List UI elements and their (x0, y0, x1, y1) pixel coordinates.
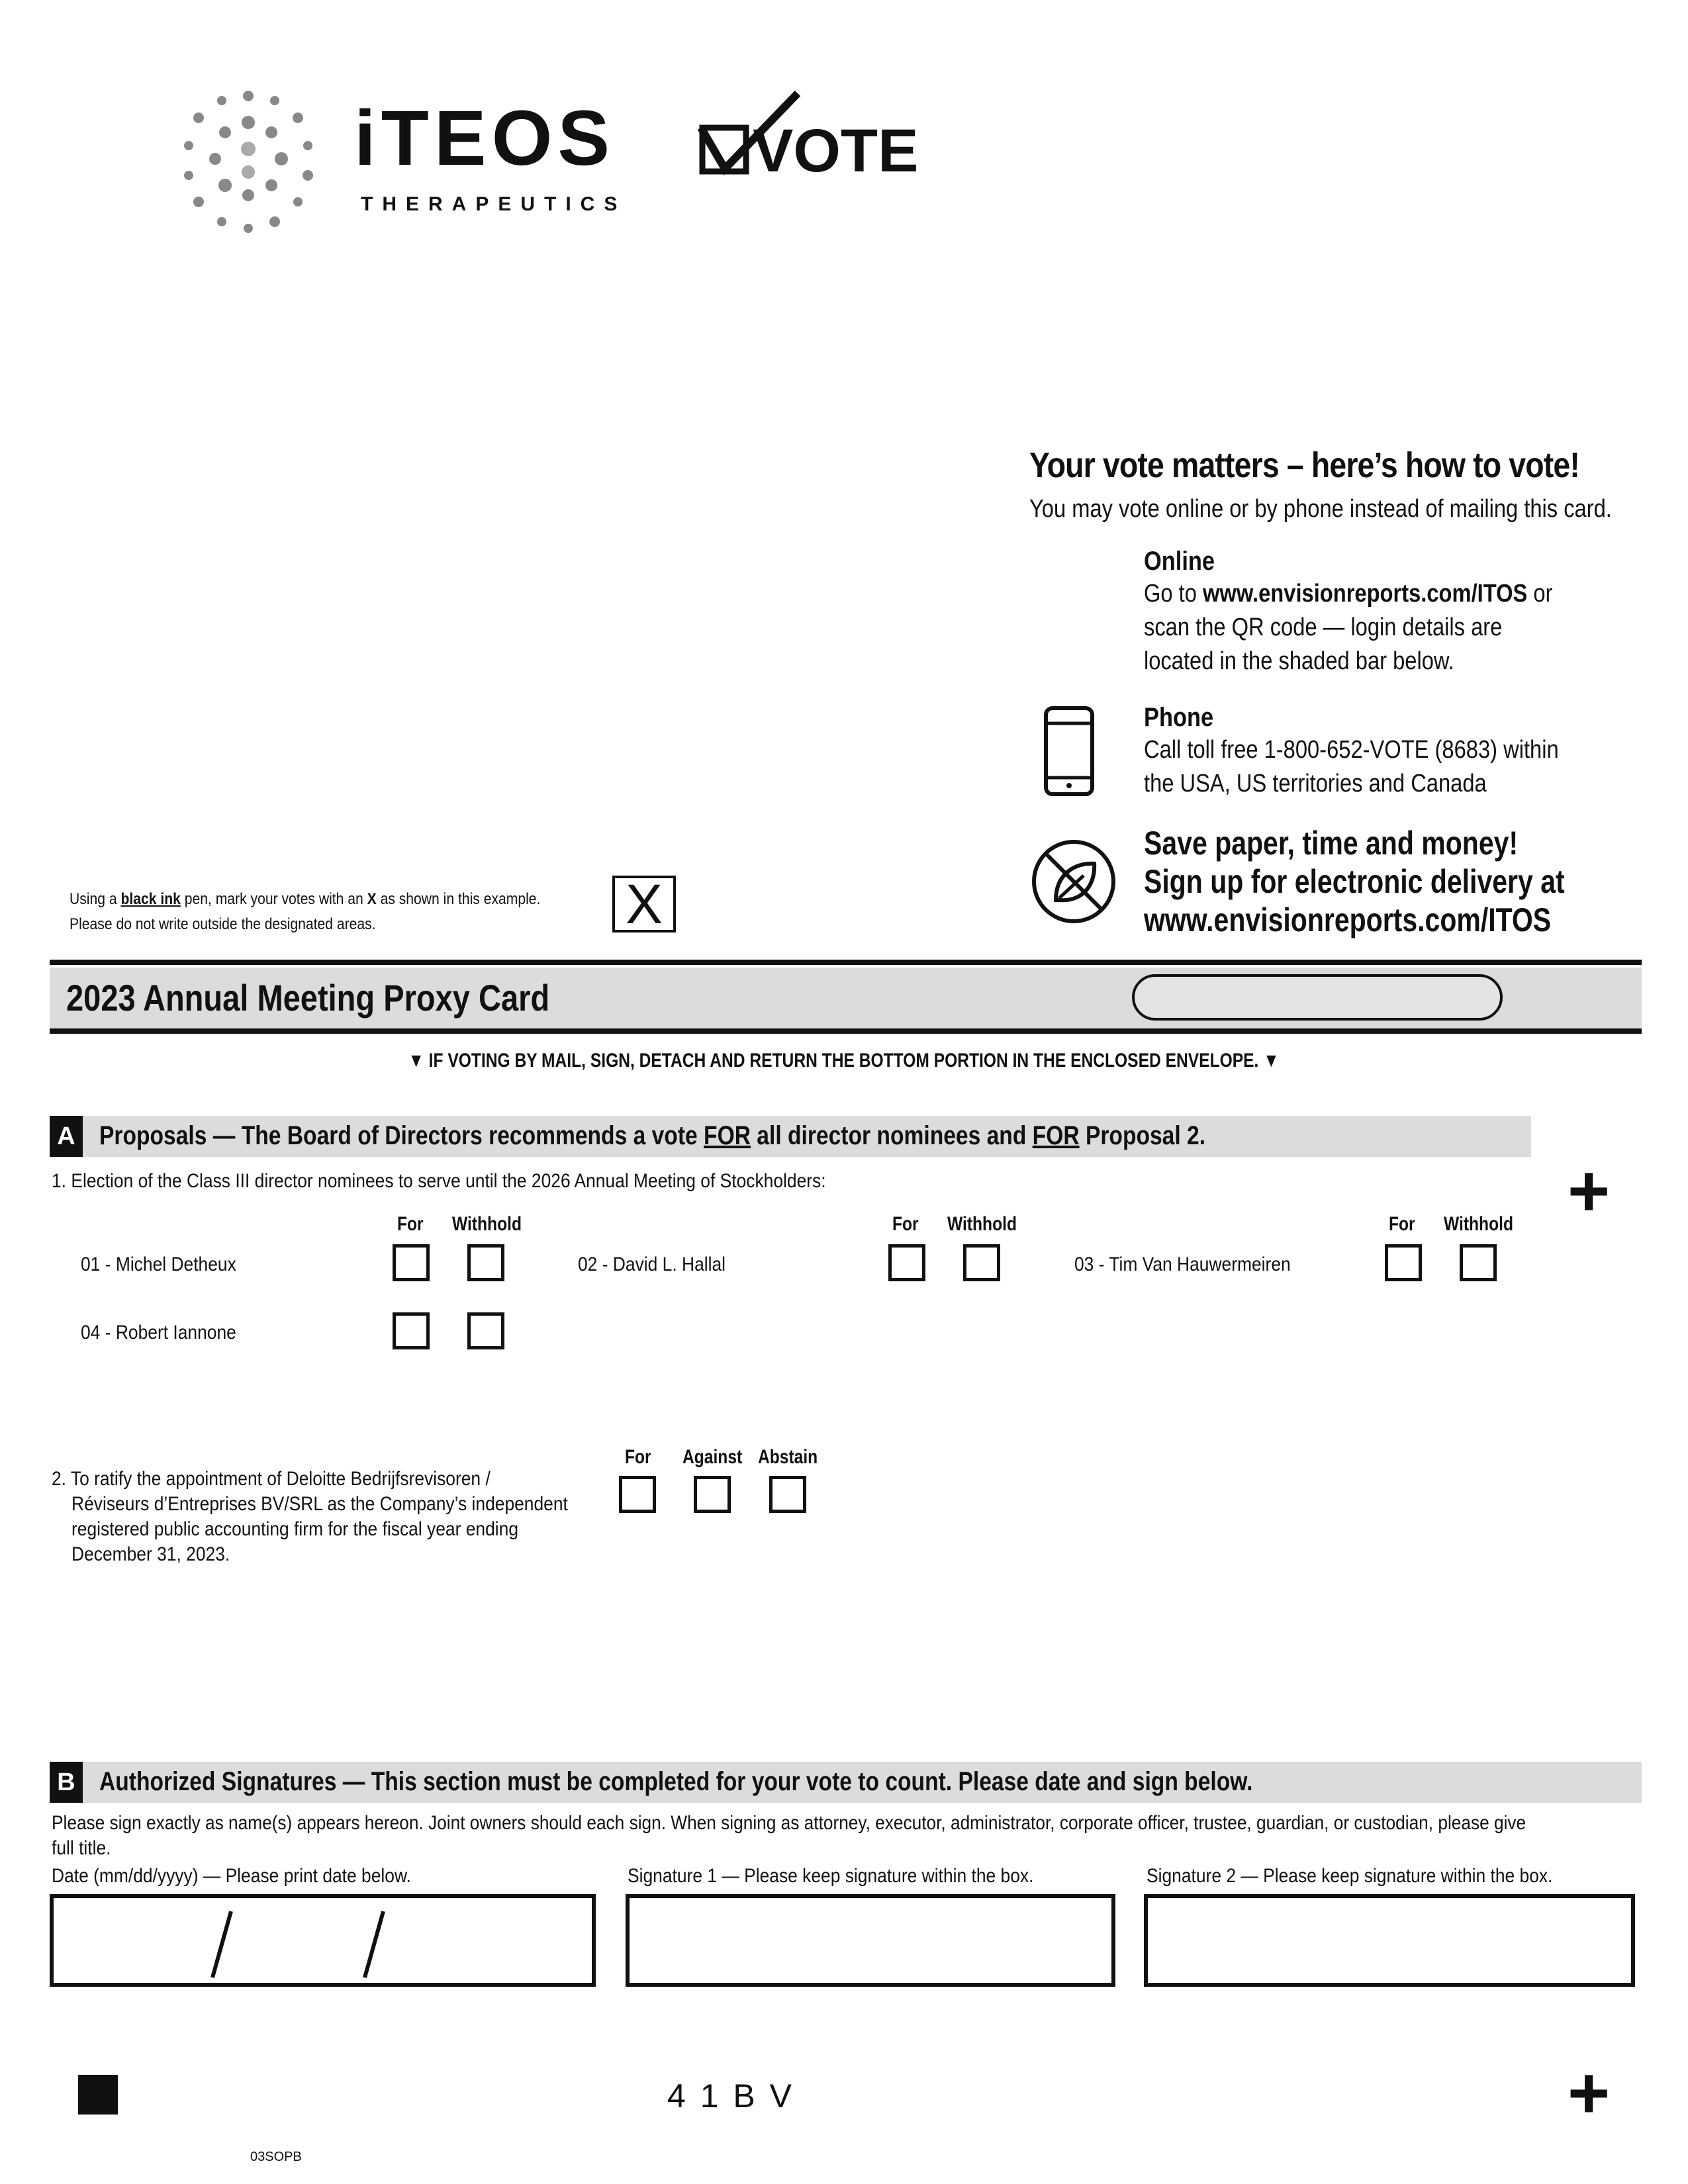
marking-instructions-line2: Please do not write outside the designated areas. (70, 915, 376, 933)
section-a-title (99, 1121, 1205, 1151)
save-paper-url-link[interactable]: www.envisionreports.com/ITOS (1144, 901, 1552, 938)
marking-instructions (70, 887, 540, 937)
proposal-2-line3: registered public accounting firm for the fiscal year ending (71, 1518, 519, 1540)
vote-matters-headline: Your vote matters – here’s how to vote! (1029, 445, 1579, 485)
plus-registration-mark-top: + (1568, 1150, 1611, 1232)
proxy-header-bottom-rule (50, 1028, 1642, 1034)
iteos-logo-dots-icon (165, 86, 331, 238)
section-b-title: Authorized Signatures — This section must be completed for your vote to count. Please date and sign below. (99, 1767, 1253, 1796)
nominee-02-for-checkbox[interactable] (888, 1244, 925, 1281)
iteos-logo-wordmark: iTEOS (354, 95, 616, 182)
signature-1-box[interactable] (626, 1894, 1115, 1987)
vote-checkmark-logo-icon (698, 89, 919, 195)
instr-text-a: Using a (70, 890, 121, 908)
login-details-field (1132, 974, 1503, 1021)
nominee-04-withhold-checkbox[interactable] (467, 1312, 504, 1349)
nominee-col-for-3: For (1389, 1213, 1415, 1235)
signature-1-label: Signature 1 — Please keep signature within the box. (628, 1865, 1034, 1887)
vote-matters-subline: You may vote online or by phone instead of mailing this card. (1029, 495, 1612, 523)
section-b-instructions-line1: Please sign exactly as name(s) appears hereon. Joint owners should each sign. When signing as attorney, executor, administrator, corporate officer, trustee, guardian, or custodian, please give (52, 1812, 1526, 1834)
nominee-col-withhold-2: Withhold (947, 1213, 1017, 1235)
instr-text-c: as shown in this example. (376, 890, 541, 908)
date-separator-slashes (54, 1898, 592, 1983)
mail-instructions (0, 1050, 1688, 1072)
nominee-label: 01 - Michel Detheux (81, 1253, 236, 1275)
date-input-box[interactable] (50, 1894, 596, 1987)
nominee-col-withhold-1: Withhold (452, 1213, 522, 1235)
proposal-2-col-for: For (625, 1446, 651, 1468)
proposal-2-line1: 2. To ratify the appointment of Deloitte Bedrijfsrevisoren / (52, 1468, 491, 1490)
online-url-link[interactable]: www.envisionreports.com/ITOS (1203, 580, 1528, 608)
proposal-2-col-against: Against (682, 1446, 743, 1468)
signature-2-box[interactable] (1144, 1894, 1635, 1987)
phone-icon (1043, 705, 1096, 797)
proposal-2-line2: Réviseurs d’Entreprises BV/SRL as the Company’s independent (71, 1493, 568, 1515)
phone-line1: Call toll free 1-800-652-VOTE (8683) within (1144, 736, 1559, 764)
save-paper-line2: Sign up for electronic delivery at (1144, 863, 1565, 900)
online-line1 (1144, 577, 1552, 611)
nominee-02-withhold-checkbox[interactable] (963, 1244, 1000, 1281)
proposal-2-col-abstain: Abstain (758, 1446, 818, 1468)
nominee-col-for-1: For (397, 1213, 424, 1235)
section-b-letter: B (50, 1762, 83, 1803)
online-title: Online (1144, 547, 1215, 576)
section-a-title-part3: Proposal 2. (1079, 1121, 1206, 1150)
online-line2: scan the QR code — login details are (1144, 614, 1503, 641)
proposal-2-abstain-checkbox[interactable] (769, 1476, 806, 1513)
phone-title: Phone (1144, 703, 1214, 732)
signature-2-label: Signature 2 — Please keep signature within the box. (1147, 1865, 1553, 1887)
iteos-logo-subtitle: THERAPEUTICS (361, 193, 627, 215)
section-a-title-part1: Proposals — The Board of Directors recommends a vote (99, 1121, 704, 1150)
nominee-col-for-2: For (892, 1213, 919, 1235)
proposal-1-text: 1. Election of the Class III director nominees to serve until the 2026 Annual Meeting of Stockholders: (52, 1170, 826, 1192)
section-a-title-part2: all director nominees and (750, 1121, 1033, 1150)
nominee-label: 02 - David L. Hallal (578, 1253, 726, 1275)
online-line3: located in the shaded bar below. (1144, 647, 1454, 675)
nominee-04-for-checkbox[interactable] (393, 1312, 430, 1349)
proposal-2-for-checkbox[interactable] (619, 1476, 656, 1513)
form-code: 4 1 B V (667, 2077, 794, 2115)
instr-black-ink: black ink (120, 890, 181, 908)
leaf-eco-icon (1029, 837, 1119, 927)
instr-x: X (367, 890, 377, 908)
date-label: Date (mm/dd/yyyy) — Please print date below. (52, 1865, 411, 1887)
nominee-label: 04 - Robert Iannone (81, 1322, 236, 1343)
example-x-mark: X (625, 873, 663, 935)
vote-logo-text: VOTE (753, 117, 919, 185)
proxy-header-top-rule (50, 960, 1642, 965)
proxy-card-title: 2023 Annual Meeting Proxy Card (66, 977, 550, 1019)
proposal-2-against-checkbox[interactable] (694, 1476, 731, 1513)
nominee-01-withhold-checkbox[interactable] (467, 1244, 504, 1281)
section-a-letter: A (50, 1116, 83, 1157)
proposal-2-line4: December 31, 2023. (71, 1543, 230, 1565)
plus-registration-mark-bottom: + (1568, 2052, 1611, 2134)
save-paper-line1: Save paper, time and money! (1144, 825, 1519, 862)
example-mark-box (612, 873, 676, 935)
registration-square-mark (78, 2075, 118, 2115)
section-a-title-for1: FOR (704, 1121, 751, 1150)
instr-text-b: pen, mark your votes with an (180, 890, 367, 908)
online-go-to-text: Go to (1144, 580, 1203, 608)
nominee-01-for-checkbox[interactable] (393, 1244, 430, 1281)
section-a-title-for2: FOR (1032, 1121, 1080, 1150)
small-form-code: 03SOPB (250, 2150, 302, 2164)
marking-instructions-line1 (70, 887, 540, 912)
section-b-instructions-line2: full title. (52, 1837, 111, 1859)
online-or-text: or (1527, 580, 1553, 608)
nominee-03-for-checkbox[interactable] (1385, 1244, 1422, 1281)
nominee-label: 03 - Tim Van Hauwermeiren (1074, 1253, 1291, 1275)
nominee-03-withhold-checkbox[interactable] (1460, 1244, 1497, 1281)
mail-instructions-text: ▼ IF VOTING BY MAIL, SIGN, DETACH AND RETURN THE BOTTOM PORTION IN THE ENCLOSED ENVELOPE. ▼ (408, 1050, 1280, 1071)
nominee-col-withhold-3: Withhold (1444, 1213, 1513, 1235)
phone-line2: the USA, US territories and Canada (1144, 770, 1487, 797)
